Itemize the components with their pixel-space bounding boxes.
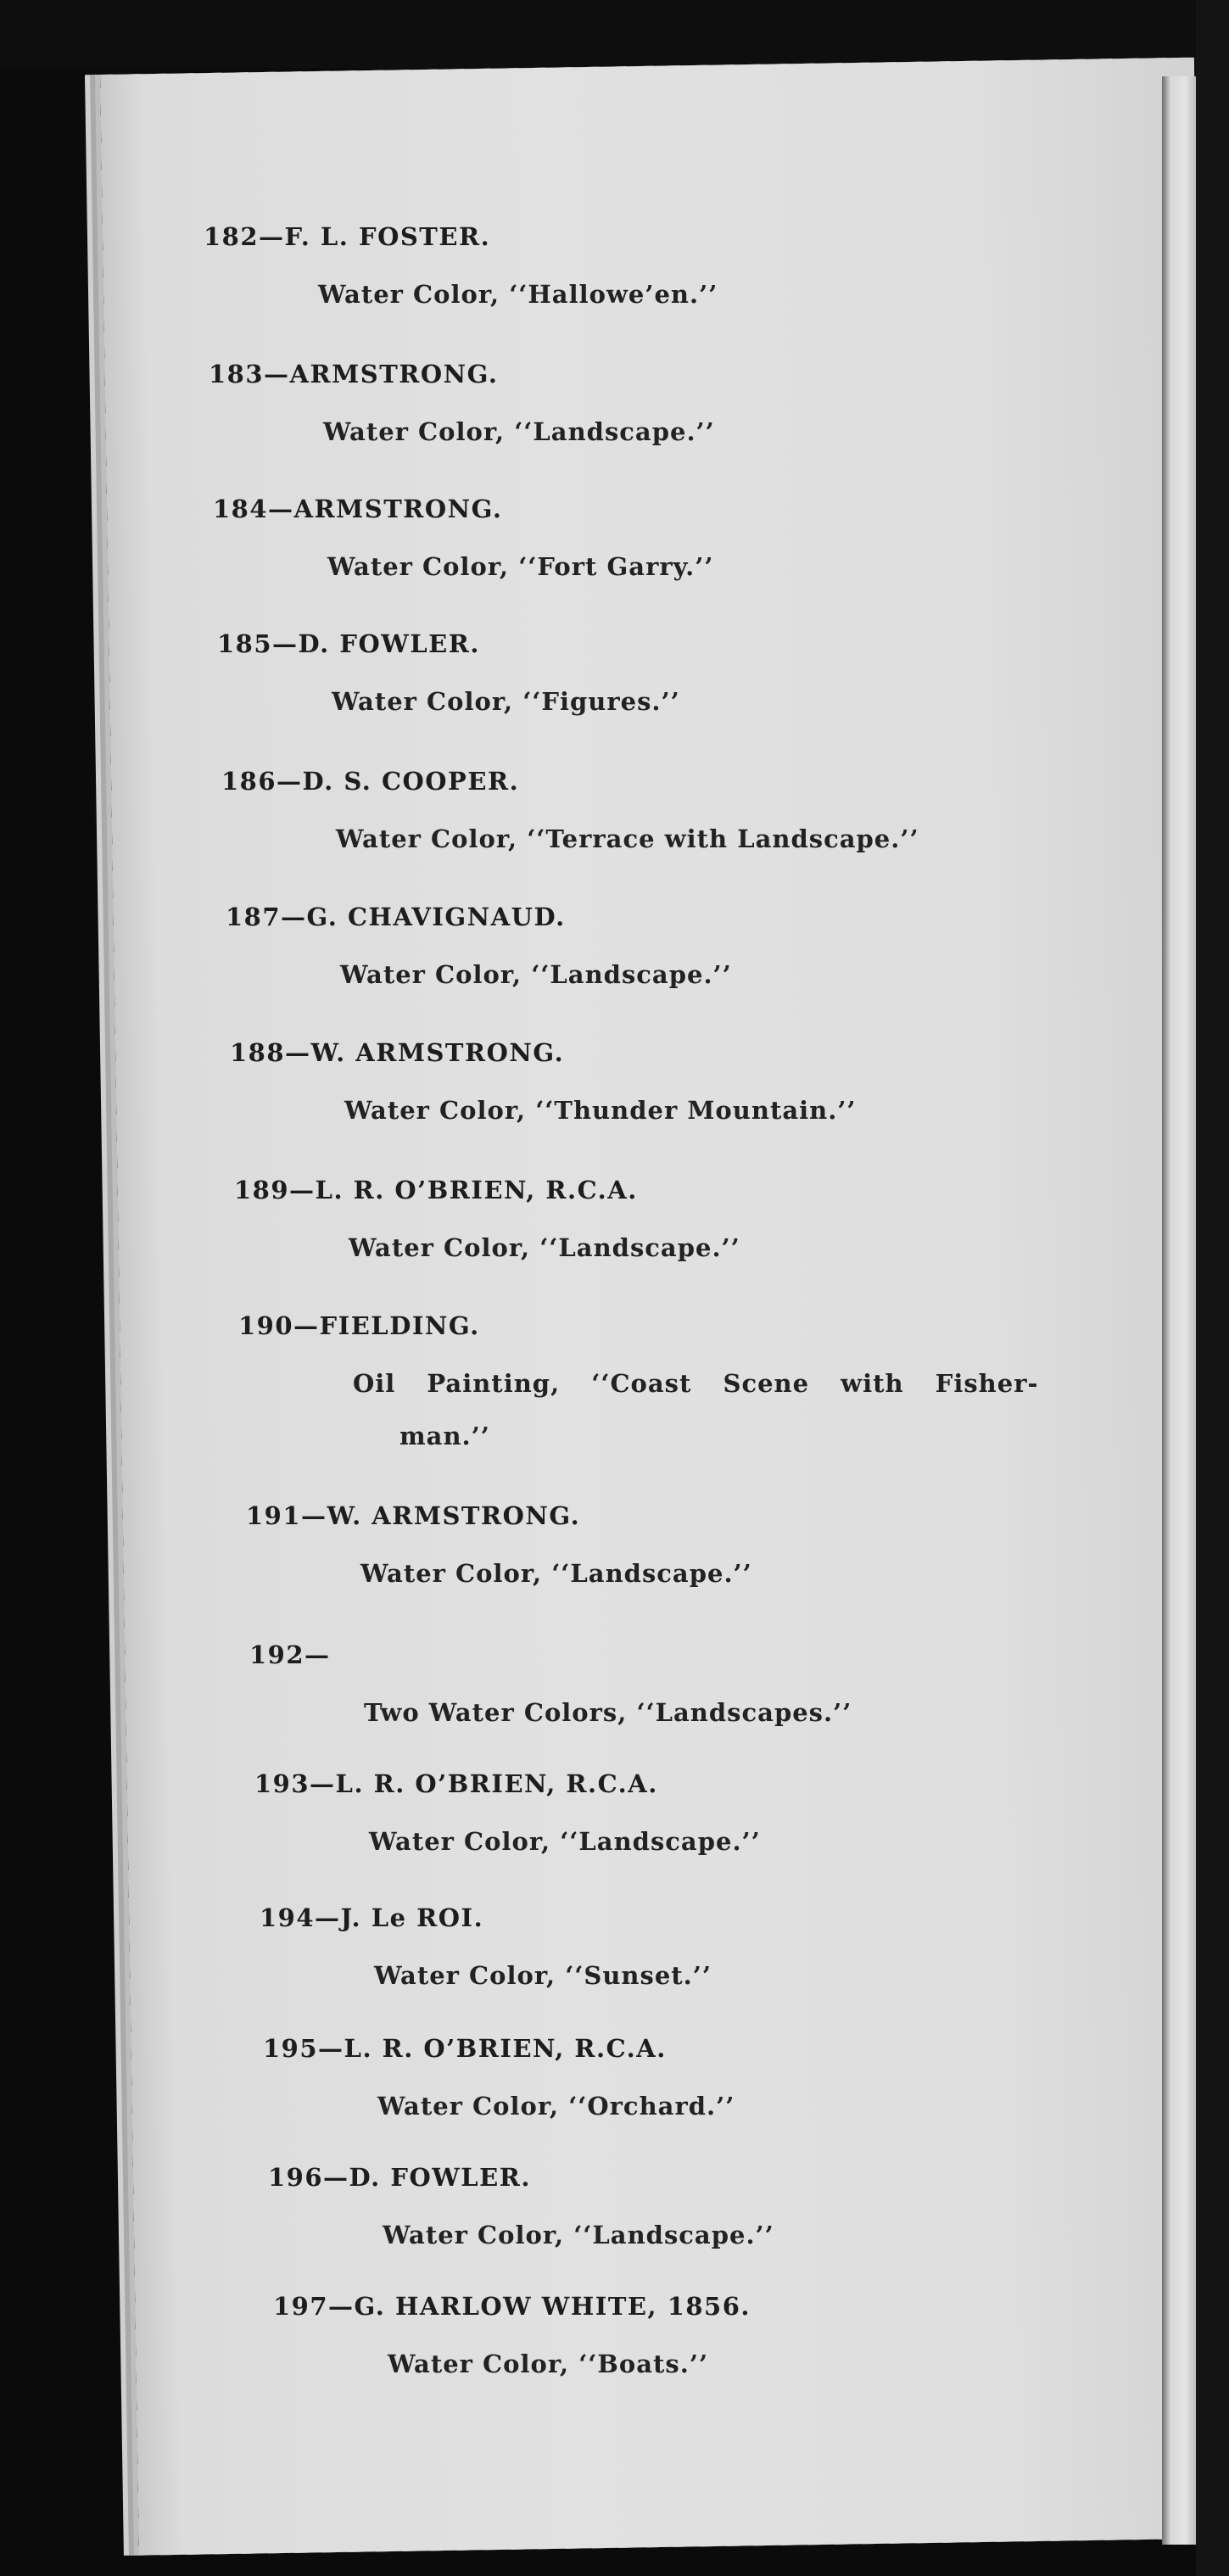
entry-number: 188	[230, 1038, 286, 1067]
entry-heading: 186—D. S. COOPER.	[221, 767, 520, 796]
entry-heading: 189—L. R. O’BRIEN, R.C.A.	[234, 1176, 638, 1204]
entry-description: Water Color, ‘‘Landscape.’’	[340, 960, 732, 989]
catalogue-entry	[217, 629, 680, 716]
entry-number: 189	[234, 1176, 290, 1204]
catalogue-entry	[254, 1769, 761, 1856]
entry-description: Water Color, ‘‘Landscape.’’	[360, 1559, 752, 1588]
entry-artist: G. CHAVIGNAUD.	[306, 902, 566, 931]
entry-number: 196	[268, 2163, 324, 2192]
catalogue-entry	[209, 360, 715, 446]
entry-artist: L. R. O’BRIEN, R.C.A.	[344, 2034, 667, 2063]
catalogue-entry	[226, 902, 732, 989]
entry-heading: 183—ARMSTRONG.	[209, 360, 499, 388]
entry-artist: FIELDING.	[319, 1311, 480, 1340]
catalogue-entry	[246, 1501, 752, 1588]
entry-description: Water Color, ‘‘Landscape.’’	[323, 417, 715, 446]
entry-number: 190	[238, 1311, 294, 1340]
entry-number: 184	[213, 495, 269, 523]
catalogue-entry	[263, 2034, 735, 2121]
scan-background-top	[0, 0, 1229, 68]
entry-artist: D. FOWLER.	[349, 2163, 531, 2192]
entry-description: Water Color, ‘‘Thunder Mountain.’’	[344, 1096, 857, 1125]
entry-description-continued: man.’’	[399, 1422, 490, 1450]
entry-heading: 190—FIELDING.	[238, 1311, 480, 1340]
entry-artist: ARMSTRONG.	[289, 360, 499, 388]
entry-heading: 184—ARMSTRONG.	[213, 495, 503, 523]
catalogue-entry	[213, 495, 713, 581]
entry-heading: 193—L. R. O’BRIEN, R.C.A.	[254, 1769, 658, 1798]
scan-background-right	[1196, 0, 1229, 2576]
entry-artist: D. S. COOPER.	[302, 767, 520, 796]
catalogue-entry	[238, 1311, 1039, 1450]
entry-heading: 194—J. Le ROI.	[260, 1903, 484, 1932]
catalogue-entry	[260, 1903, 712, 1990]
entry-artist: L. R. O’BRIEN, R.C.A.	[335, 1769, 658, 1798]
entry-artist: W. ARMSTRONG.	[310, 1038, 565, 1067]
catalogue-entry	[268, 2163, 774, 2249]
entry-description: Water Color, ‘‘Sunset.’’	[374, 1961, 712, 1990]
entry-description: Water Color, ‘‘Landscape.’’	[383, 2221, 774, 2249]
entry-number: 182	[204, 222, 260, 251]
entry-number: 192	[249, 1640, 305, 1669]
entry-number: 193	[254, 1769, 310, 1798]
entry-heading: 191—W. ARMSTRONG.	[246, 1501, 581, 1530]
entry-description: Oil Painting, ‘‘Coast Scene with Fisher-	[353, 1369, 1039, 1398]
entry-description: Water Color, ‘‘Orchard.’’	[377, 2092, 735, 2121]
entry-heading: 187—G. CHAVIGNAUD.	[226, 902, 566, 931]
entry-description: Water Color, ‘‘Figures.’’	[332, 687, 680, 716]
entry-description: Water Color, ‘‘Boats.’’	[388, 2350, 709, 2378]
entry-number: 185	[217, 629, 273, 658]
entry-number: 183	[209, 360, 265, 388]
entry-number: 194	[260, 1903, 316, 1932]
entry-description: Water Color, ‘‘Landscape.’’	[349, 1233, 740, 1262]
entry-artist: ARMSTRONG.	[293, 495, 503, 523]
entry-heading: 195—L. R. O’BRIEN, R.C.A.	[263, 2034, 667, 2063]
entry-heading: 197—G. HARLOW WHITE, 1856.	[273, 2292, 751, 2321]
catalogue-entry	[234, 1176, 740, 1262]
entry-description: Water Color, ‘‘Landscape.’’	[369, 1827, 761, 1856]
entry-artist: J. Le ROI.	[340, 1903, 484, 1932]
page-edge	[1162, 76, 1196, 2545]
entry-number: 187	[226, 902, 282, 931]
entry-number: 197	[273, 2292, 329, 2321]
entry-heading: 192—	[249, 1640, 331, 1669]
entry-artist: W. ARMSTRONG.	[327, 1501, 581, 1530]
catalogue-entry	[249, 1640, 852, 1727]
entry-description: Water Color, ‘‘Hallowe’en.’’	[318, 280, 718, 309]
entry-description: Water Color, ‘‘Terrace with Landscape.’’	[336, 824, 919, 853]
entry-heading: 182—F. L. FOSTER.	[204, 222, 491, 251]
entry-heading: 196—D. FOWLER.	[268, 2163, 531, 2192]
entry-artist: L. R. O’BRIEN, R.C.A.	[315, 1176, 638, 1204]
catalogue-entry	[273, 2292, 751, 2378]
catalogue-entry	[221, 767, 919, 853]
entry-description: Water Color, ‘‘Fort Garry.’’	[327, 552, 714, 581]
entry-artist: F. L. FOSTER.	[284, 222, 491, 251]
entry-description: Two Water Colors, ‘‘Landscapes.’’	[364, 1698, 852, 1727]
entry-artist: D. FOWLER.	[298, 629, 480, 658]
entry-heading: 188—W. ARMSTRONG.	[230, 1038, 565, 1067]
catalogue-entry	[204, 222, 718, 309]
entry-number: 191	[246, 1501, 302, 1530]
entry-number: 195	[263, 2034, 319, 2063]
entry-heading: 185—D. FOWLER.	[217, 629, 480, 658]
catalogue-entry	[230, 1038, 857, 1125]
entry-number: 186	[221, 767, 277, 796]
entry-artist: G. HARLOW WHITE, 1856.	[354, 2292, 751, 2321]
